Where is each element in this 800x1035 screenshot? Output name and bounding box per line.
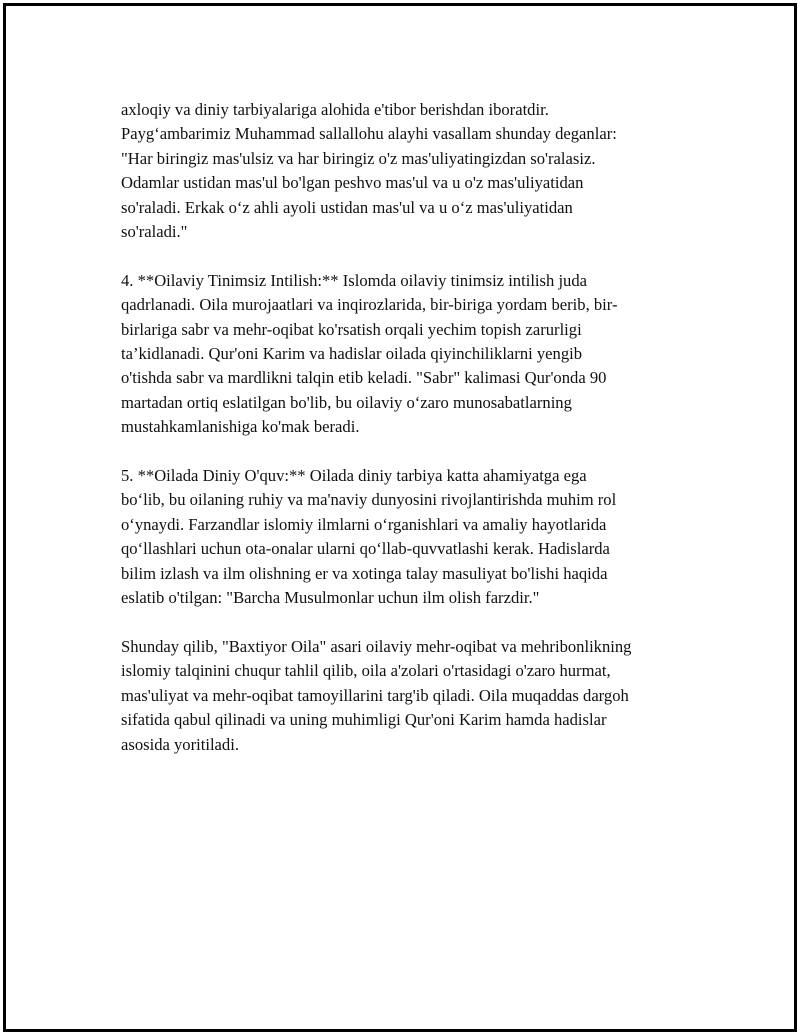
text-line: 4. **Oilaviy Tinimsiz Intilish:** Islomda oilaviy tinimsiz intilish juda bbox=[121, 270, 588, 290]
paragraph-item-4 bbox=[121, 269, 691, 440]
text-line: Payg‘ambarimiz Muhammad sallallohu alayhi vasallam shunday deganlar: bbox=[121, 124, 617, 144]
text-line: asosida yoritiladi. bbox=[121, 734, 239, 754]
text-line: sifatida qabul qilinadi va uning muhimligi Qur'oni Karim hamda hadislar bbox=[121, 710, 607, 730]
text-line: Shunday qilib, "Baxtiyor Oila" asari oilaviy mehr-oqibat va mehribonlikning bbox=[121, 636, 632, 656]
text-line: eslatib o'tilgan: "Barcha Musulmonlar uchun ilm olish farzdir." bbox=[121, 588, 540, 608]
text-line: o'tishda sabr va mardlikni talqin etib keladi. "Sabr" kalimasi Qur'onda 90 bbox=[121, 368, 607, 388]
document-page bbox=[3, 3, 797, 1032]
text-line: mas'uliyat va mehr-oqibat tamoyillarini targ'ib qiladi. Oila muqaddas dargoh bbox=[121, 685, 629, 705]
paragraph-hadith-responsibility bbox=[121, 98, 691, 244]
text-line: birlariga sabr va mehr-oqibat ko'rsatish orqali yechim topish zarurligi bbox=[121, 319, 582, 339]
paragraph-conclusion bbox=[121, 635, 691, 757]
text-line: o‘ynaydi. Farzandlar islomiy ilmlarni o‘rganishlari va amaliy hayotlarida bbox=[121, 514, 607, 534]
text-line: 5. **Oilada Diniy O'quv:** Oilada diniy tarbiya katta ahamiyatga ega bbox=[121, 466, 587, 486]
text-line: qo‘llashlari uchun ota-onalar ularni qo‘llab-quvvatlashi kerak. Hadislarda bbox=[121, 539, 610, 559]
text-line: Odamlar ustidan mas'ul bo'lgan peshvo mas'ul va u o'z mas'uliyatidan bbox=[121, 173, 584, 193]
text-line: axloqiy va diniy tarbiyalariga alohida e'tibor berishdan iboratdir. bbox=[121, 100, 549, 119]
document-body bbox=[121, 98, 691, 781]
text-line: martadan ortiq eslatilgan bo'lib, bu oilaviy o‘zaro munosabatlarning bbox=[121, 392, 572, 412]
text-line: islomiy talqinini chuqur tahlil qilib, oila a'zolari o'rtasidagi o'zaro hurmat, bbox=[121, 661, 611, 681]
text-line: bo‘lib, bu oilaning ruhiy va ma'naviy dunyosini rivojlantirishda muhim rol bbox=[121, 490, 617, 510]
text-line: mustahkamlanishiga ko'mak beradi. bbox=[121, 417, 360, 437]
text-line: so'raladi. Erkak o‘z ahli ayoli ustidan mas'ul va u o‘z mas'uliyatidan bbox=[121, 197, 573, 217]
text-line: "Har biringiz mas'ulsiz va har biringiz o'z mas'uliyatingizdan so'ralasiz. bbox=[121, 148, 596, 168]
text-line: ta’kidlanadi. Qur'oni Karim va hadislar oilada qiyinchiliklarni yengib bbox=[121, 344, 583, 364]
text-line: so'raladi." bbox=[121, 222, 188, 242]
paragraph-item-5 bbox=[121, 464, 691, 610]
text-line: bilim izlash va ilm olishning er va xotinga talay masuliyat bo'lishi haqida bbox=[121, 563, 608, 583]
text-line: qadrlanadi. Oila murojaatlari va inqirozlarida, bir-biriga yordam berib, bir- bbox=[121, 295, 618, 315]
